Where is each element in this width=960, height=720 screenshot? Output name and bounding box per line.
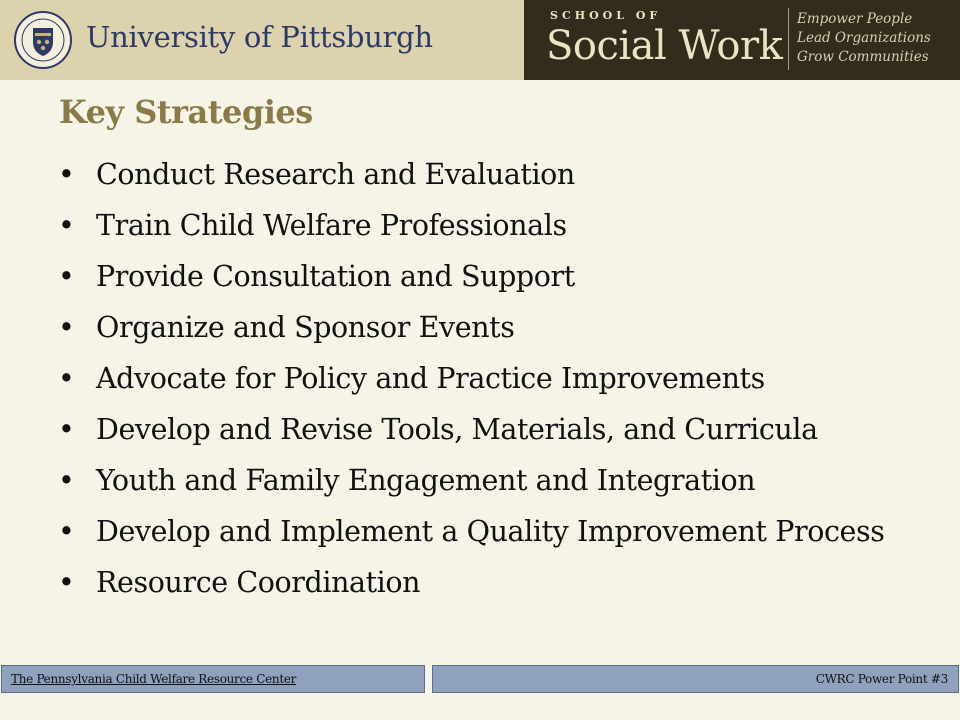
- school-name: Social Work: [546, 23, 783, 69]
- motto-line: Lead Organizations: [797, 30, 931, 46]
- school-of-label: SCHOOL OF: [550, 9, 662, 22]
- list-item-text: Develop and Revise Tools, Materials, and Curricula: [96, 413, 818, 446]
- bullet-dot: •: [58, 260, 75, 293]
- footer-left-bar: [1, 665, 425, 693]
- list-item: [56, 512, 916, 551]
- list-item: [56, 308, 916, 347]
- motto-line: Grow Communities: [797, 49, 929, 65]
- list-item: [56, 257, 916, 296]
- footer-slide-label: CWRC Power Point #3: [815, 672, 948, 686]
- footer-right-bar: [432, 665, 959, 693]
- bullet-dot: •: [58, 413, 75, 446]
- list-item-text: Develop and Implement a Quality Improvement Process: [96, 515, 885, 548]
- bullet-dot: •: [58, 362, 75, 395]
- bullet-dot: •: [58, 464, 75, 497]
- list-item-text: Resource Coordination: [96, 566, 421, 599]
- list-item: [56, 206, 916, 245]
- university-seal-icon: [14, 11, 72, 69]
- list-item-text: Train Child Welfare Professionals: [96, 209, 567, 242]
- list-item: [56, 155, 916, 194]
- bullet-dot: •: [58, 311, 75, 344]
- footer-organization-link[interactable]: The Pennsylvania Child Welfare Resource Center: [11, 672, 297, 686]
- list-item-text: Advocate for Policy and Practice Improvements: [96, 362, 765, 395]
- strategy-list: [56, 155, 916, 614]
- bullet-dot: •: [58, 158, 75, 191]
- motto-line: Empower People: [797, 11, 913, 27]
- header-divider: [788, 8, 789, 70]
- pitt-logo-band: [0, 0, 524, 80]
- slide-header: [0, 0, 960, 80]
- list-item: [56, 461, 916, 500]
- list-item: [56, 410, 916, 449]
- bullet-dot: •: [58, 209, 75, 242]
- list-item: [56, 359, 916, 398]
- school-motto: [797, 10, 931, 67]
- school-of-social-work-band: [524, 0, 960, 80]
- bullet-dot: •: [58, 566, 75, 599]
- university-name: University of Pittsburgh: [86, 20, 433, 54]
- list-item-text: Youth and Family Engagement and Integration: [96, 464, 756, 497]
- list-item: [56, 563, 916, 602]
- bullet-dot: •: [58, 515, 75, 548]
- list-item-text: Provide Consultation and Support: [96, 260, 575, 293]
- list-item-text: Organize and Sponsor Events: [96, 311, 515, 344]
- slide-title: Key Strategies: [59, 93, 313, 131]
- list-item-text: Conduct Research and Evaluation: [96, 158, 575, 191]
